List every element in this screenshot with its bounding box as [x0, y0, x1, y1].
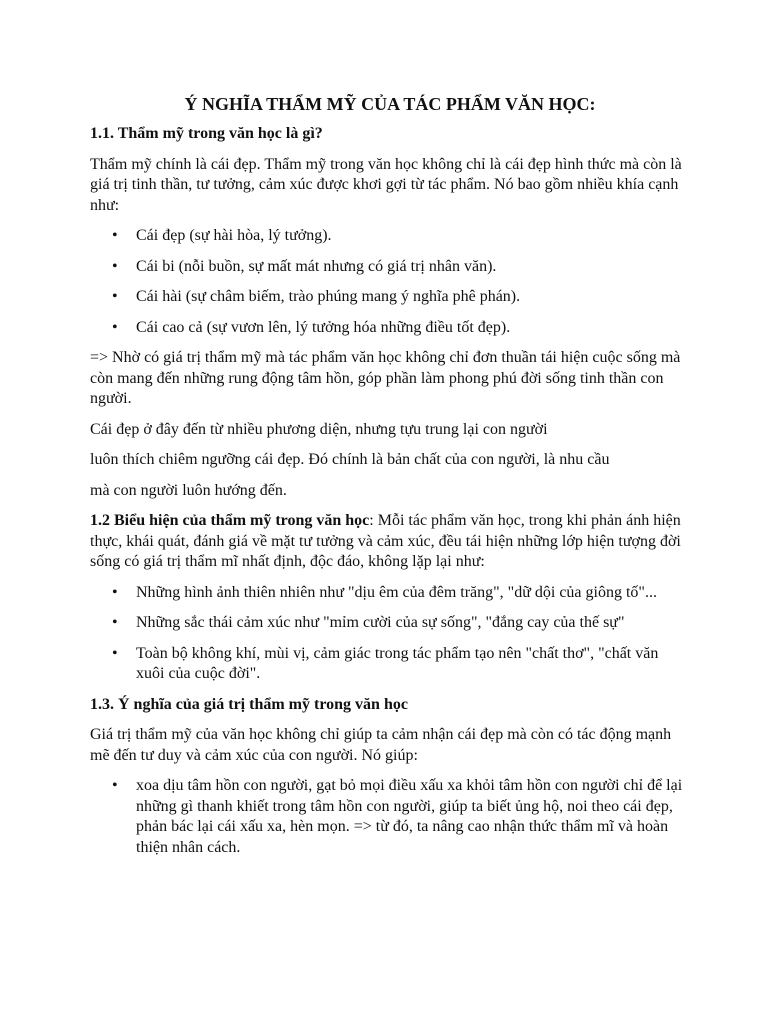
list-item-text: Cái hài (sự châm biếm, trào phúng mang ý nghĩa phê phán). — [136, 288, 521, 305]
list-item-text: Cái đẹp (sự hài hòa, lý tưởng). — [136, 227, 332, 244]
bullet-icon: • — [112, 288, 118, 305]
list-item-text: Những sắc thái cảm xúc như "mỉm cười của sự sống", "đắng cay của thế sự" — [136, 614, 625, 631]
section-2-heading: 1.2 Biểu hiện của thẩm mỹ trong văn học — [90, 512, 370, 529]
section-3-bullet-list — [90, 776, 690, 858]
list-item-text: Toàn bộ không khí, mùi vị, cảm giác trong tác phẩm tạo nên "chất thơ", "chất văn xuôi của cuộc đời". — [136, 644, 659, 682]
list-item-text: Cái bi (nỗi buồn, sự mất mát nhưng có giá trị nhân văn). — [136, 257, 497, 275]
list-item — [90, 583, 690, 604]
section-1-line-3: mà con người luôn hướng đến. — [90, 481, 287, 499]
list-item — [90, 257, 690, 278]
list-item — [90, 226, 690, 247]
list-item — [90, 644, 690, 685]
bullet-icon: • — [112, 614, 118, 631]
section-2-intro: : Mỗi tác phẩm văn học, trong khi phản ánh hiện thực, khái quát, đánh giá về mặt tư tưởng và cảm xúc, đều tái hiện những lớp hiện tượng đời sống có giá trị thẩm mĩ nhất định, độc đáo, không lặp lại như: — [90, 512, 681, 570]
list-item-text: Những hình ảnh thiên nhiên như "dịu êm của đêm trăng", "dữ dội của giông tố"... — [136, 583, 657, 601]
section-1-line-1: Cái đẹp ở đây đến từ nhiều phương diện, nhưng tựu trung lại con người — [90, 420, 548, 438]
section-2-paragraph — [90, 511, 690, 573]
list-item — [90, 318, 690, 339]
bullet-icon: • — [112, 777, 118, 794]
list-item — [90, 776, 690, 858]
document-page — [90, 92, 690, 868]
list-item — [90, 287, 690, 308]
list-item — [90, 613, 690, 634]
list-item-text: Cái cao cả (sự vươn lên, lý tưởng hóa những điều tốt đẹp). — [136, 318, 511, 336]
bullet-icon: • — [112, 318, 118, 336]
section-1-line-2: luôn thích chiêm ngưỡng cái đẹp. Đó chính là bản chất của con người, là nhu cầu — [90, 451, 610, 468]
bullet-icon: • — [112, 583, 118, 601]
section-2-bullet-list — [90, 583, 690, 685]
section-1-bullet-list — [90, 226, 690, 338]
section-3-intro: Giá trị thẩm mỹ của văn học không chỉ giúp ta cảm nhận cái đẹp mà còn có tác động mạnh mẽ đến tư duy và cảm xúc của con người. Nó giúp: — [90, 726, 672, 764]
document-title: Ý NGHĨA THẨM MỸ CỦA TÁC PHẨM VĂN HỌC: — [184, 94, 596, 114]
bullet-icon: • — [112, 257, 118, 275]
list-item-text: xoa dịu tâm hồn con người, gạt bỏ mọi điều xấu xa khỏi tâm hồn con người chỉ để lại những gì thanh khiết trong tâm hồn con người, giúp ta biết ủng hộ, noi theo cái đẹp, phản bác lại cái xấu xa, hèn mọn. => từ đó, ta nâng cao nhận thức thẩm mĩ và hoàn thiện nhân cách. — [136, 777, 683, 856]
section-1-heading: 1.1. Thẩm mỹ trong văn học là gì? — [90, 125, 323, 142]
section-3-heading: 1.3. Ý nghĩa của giá trị thẩm mỹ trong văn học — [90, 695, 408, 713]
bullet-icon: • — [112, 227, 118, 244]
section-1-intro: Thẩm mỹ chính là cái đẹp. Thẩm mỹ trong văn học không chỉ là cái đẹp hình thức mà còn là giá trị tinh thần, tư tưởng, cảm xúc được khơi gợi từ tác phẩm. Nó bao gồm nhiều khía cạnh như: — [90, 155, 682, 214]
bullet-icon: • — [112, 644, 118, 662]
section-1-conclusion: => Nhờ có giá trị thẩm mỹ mà tác phẩm văn học không chỉ đơn thuần tái hiện cuộc sống mà còn mang đến những rung động tâm hồn, góp phần làm phong phú đời sống tinh thần con người. — [90, 349, 681, 407]
